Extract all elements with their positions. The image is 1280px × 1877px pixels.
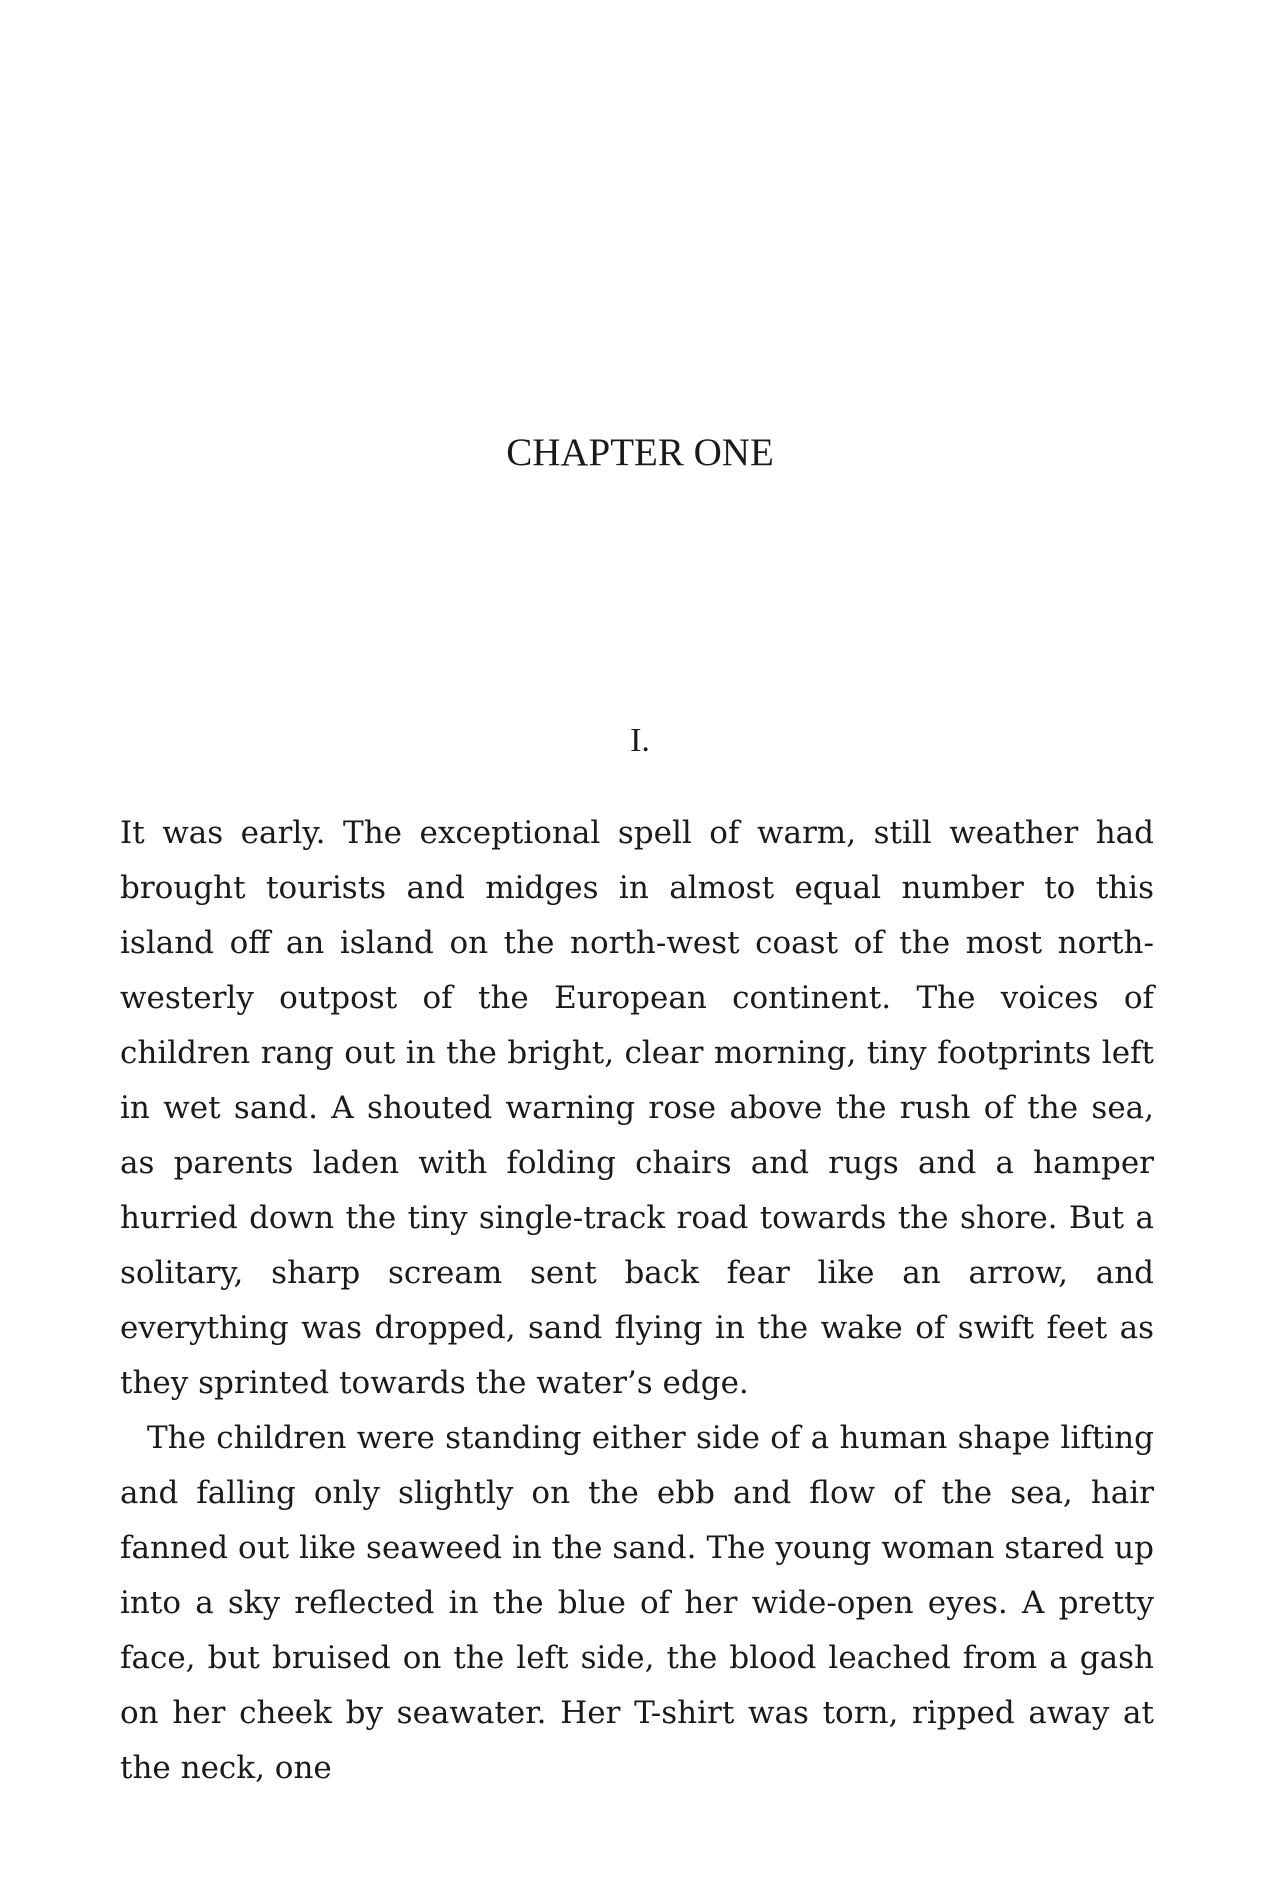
paragraph-1: It was early. The exceptional spell of warm, still weather had brought tourists and midges in almost equal number to this island off an island on the north-west coast of the most north-westerly outpost of the European continent. The voices of children rang out in the bright, clear morning, tiny footprints left in wet sand. A shouted warning rose above the rush of the sea, as parents laden with folding chairs and rugs and a hamper hurried down the tiny single-track road towards the shore. But a solitary, sharp scream sent back fear like an arrow, and everything was dropped, sand flying in the wake of swift feet as they sprinted towards the water’s edge. bbox=[120, 815, 1154, 1401]
section-number: I. bbox=[630, 722, 650, 759]
chapter-title: CHAPTER ONE bbox=[506, 431, 774, 474]
paragraph-2: The children were standing either side of a human shape lifting and falling only slightly on the ebb and flow of the sea, hair fanned out like seaweed in the sand. The young woman stared up into a sky reflected in the blue of her wide-open eyes. A pretty face, but bruised on the left side, the blood leached from a gash on her cheek by seawater. Her T-shirt was torn, ripped away at the neck, one bbox=[120, 1420, 1154, 1786]
chapter-body bbox=[120, 806, 1154, 1796]
